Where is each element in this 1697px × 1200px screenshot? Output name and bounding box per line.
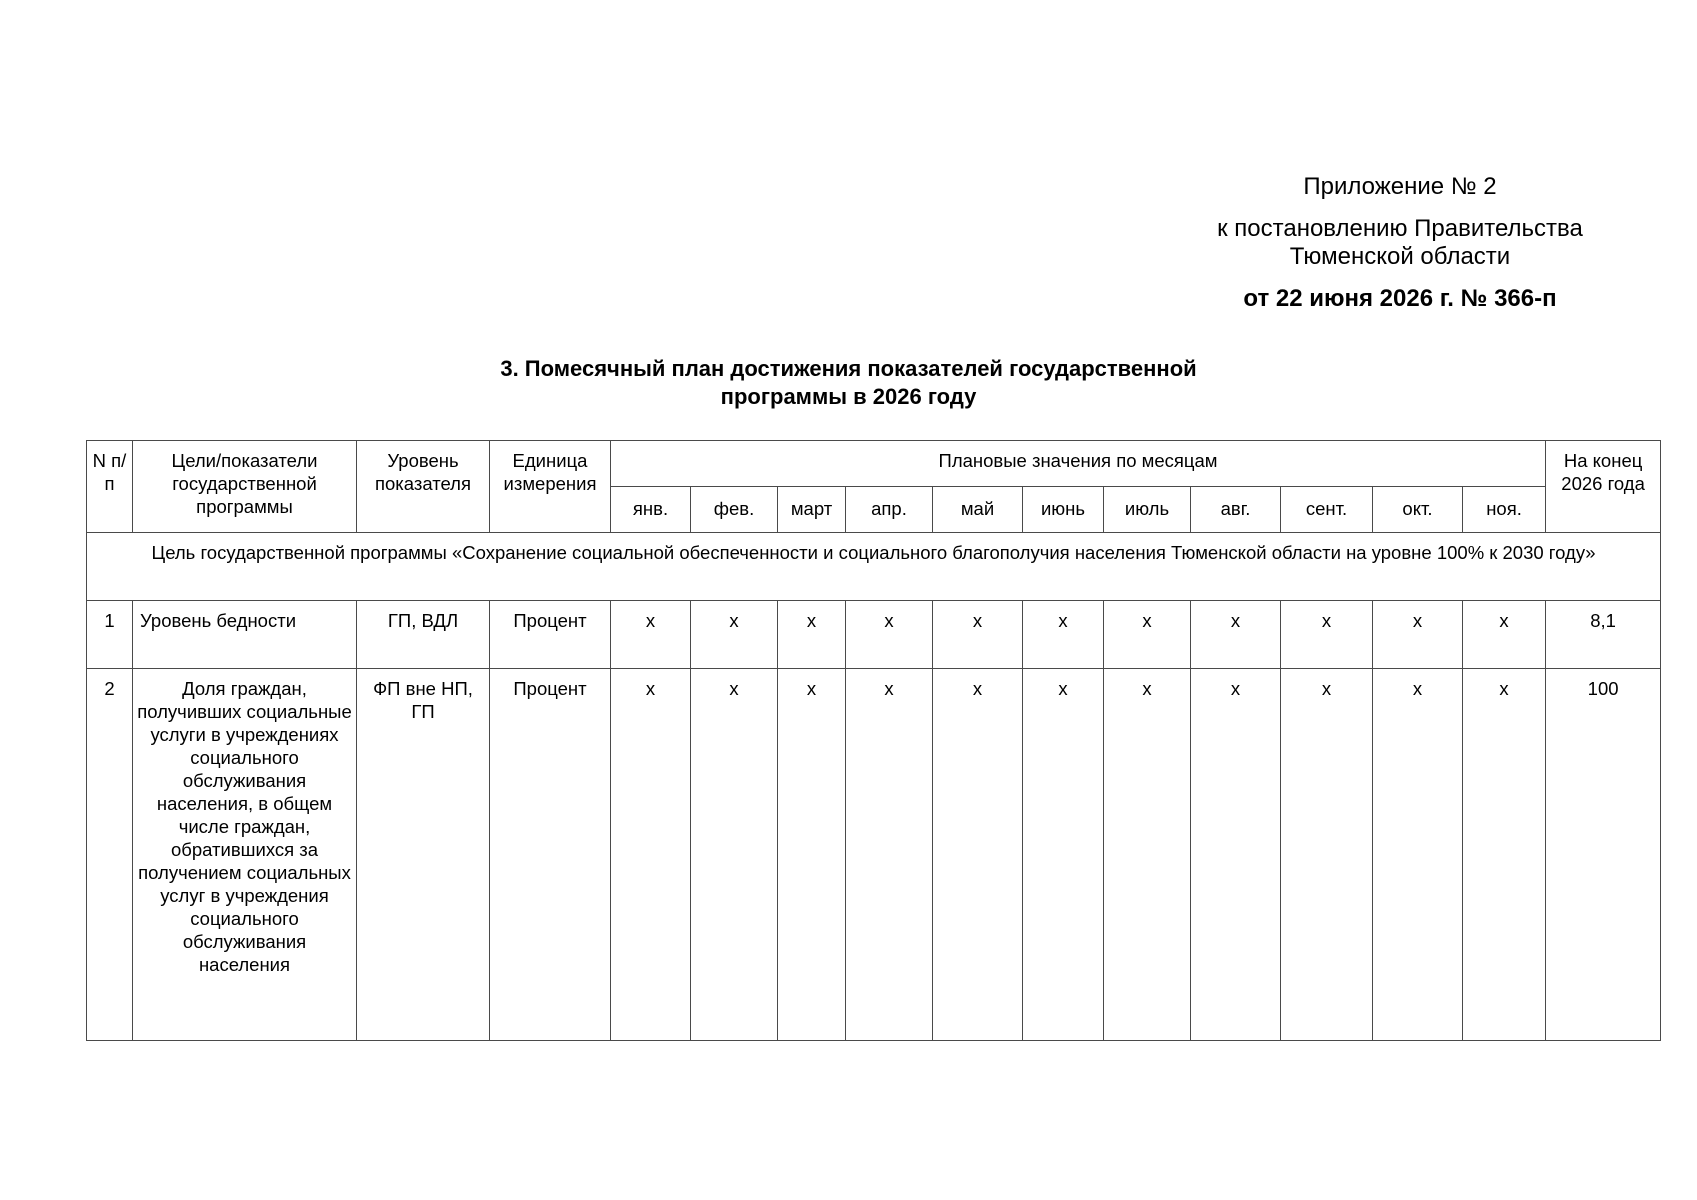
header-month: июнь — [1023, 487, 1104, 533]
header-month: сент. — [1281, 487, 1373, 533]
row-month-value: x — [1023, 669, 1104, 1041]
goal-row: Цель государственной программы «Сохранение социальной обеспеченности и социального благополучия населения Тюменской области на уровне 100% к 2030 году» — [87, 533, 1661, 601]
row-month-value: x — [1281, 601, 1373, 669]
row-month-value: x — [1373, 601, 1463, 669]
header-month: апр. — [846, 487, 933, 533]
row-name: Доля граждан, получивших социальные услуги в учреждениях социального обслуживания населения, в общем числе граждан, обратившихся за получением социальных услуг в учреждения социального обслуживания населения — [133, 669, 357, 1041]
row-month-value: x — [1191, 669, 1281, 1041]
appendix-to-line2: Тюменской области — [1289, 243, 1511, 270]
table-row — [87, 669, 1661, 1041]
header-planned: Плановые значения по месяцам — [611, 441, 1546, 487]
row-month-value: x — [778, 669, 846, 1041]
row-month-value: x — [1281, 669, 1373, 1041]
table-row — [87, 601, 1661, 669]
document-title — [0, 355, 1697, 411]
row-month-value: x — [1191, 601, 1281, 669]
row-month-value: x — [933, 669, 1023, 1041]
row-month-value: x — [1463, 601, 1546, 669]
header-month: авг. — [1191, 487, 1281, 533]
row-month-value: x — [611, 601, 691, 669]
title-line2: программы в 2026 году — [720, 384, 977, 409]
row-num: 1 — [87, 601, 133, 669]
row-month-value: x — [933, 601, 1023, 669]
row-month-value: x — [846, 669, 933, 1041]
row-month-value: x — [1373, 669, 1463, 1041]
header-month: янв. — [611, 487, 691, 533]
row-end-value: 8,1 — [1546, 601, 1661, 669]
header-unit: Единица измерения — [490, 441, 611, 533]
row-unit: Процент — [490, 669, 611, 1041]
header-end: На конец 2026 года — [1546, 441, 1661, 533]
row-name: Уровень бедности — [133, 601, 357, 669]
row-month-value: x — [691, 601, 778, 669]
header-month: ноя. — [1463, 487, 1546, 533]
row-month-value: x — [1104, 669, 1191, 1041]
title-line1: 3. Помесячный план достижения показателей государственной — [500, 356, 1197, 381]
row-unit: Процент — [490, 601, 611, 669]
row-month-value: x — [611, 669, 691, 1041]
appendix-number: Приложение № 2 — [1303, 173, 1497, 200]
header-goals: Цели/показатели государственной программы — [133, 441, 357, 533]
appendix-to-line1: к постановлению Правительства — [1217, 215, 1583, 242]
header-month: март — [778, 487, 846, 533]
header-level: Уровень показателя — [357, 441, 490, 533]
row-month-value: x — [1023, 601, 1104, 669]
header-month: июль — [1104, 487, 1191, 533]
row-level: ФП вне НП, ГП — [357, 669, 490, 1041]
header-month: фев. — [691, 487, 778, 533]
row-level: ГП, ВДЛ — [357, 601, 490, 669]
row-month-value: x — [1463, 669, 1546, 1041]
row-month-value: x — [691, 669, 778, 1041]
row-month-value: x — [846, 601, 933, 669]
row-end-value: 100 — [1546, 669, 1661, 1041]
row-month-value: x — [778, 601, 846, 669]
header-month: май — [933, 487, 1023, 533]
header-num: N п/п — [87, 441, 133, 533]
appendix-date-number: от 22 июня 2026 г. № 366-п — [1243, 285, 1557, 312]
monthly-plan-table — [86, 440, 1661, 1041]
row-num: 2 — [87, 669, 133, 1041]
row-month-value: x — [1104, 601, 1191, 669]
header-month: окт. — [1373, 487, 1463, 533]
